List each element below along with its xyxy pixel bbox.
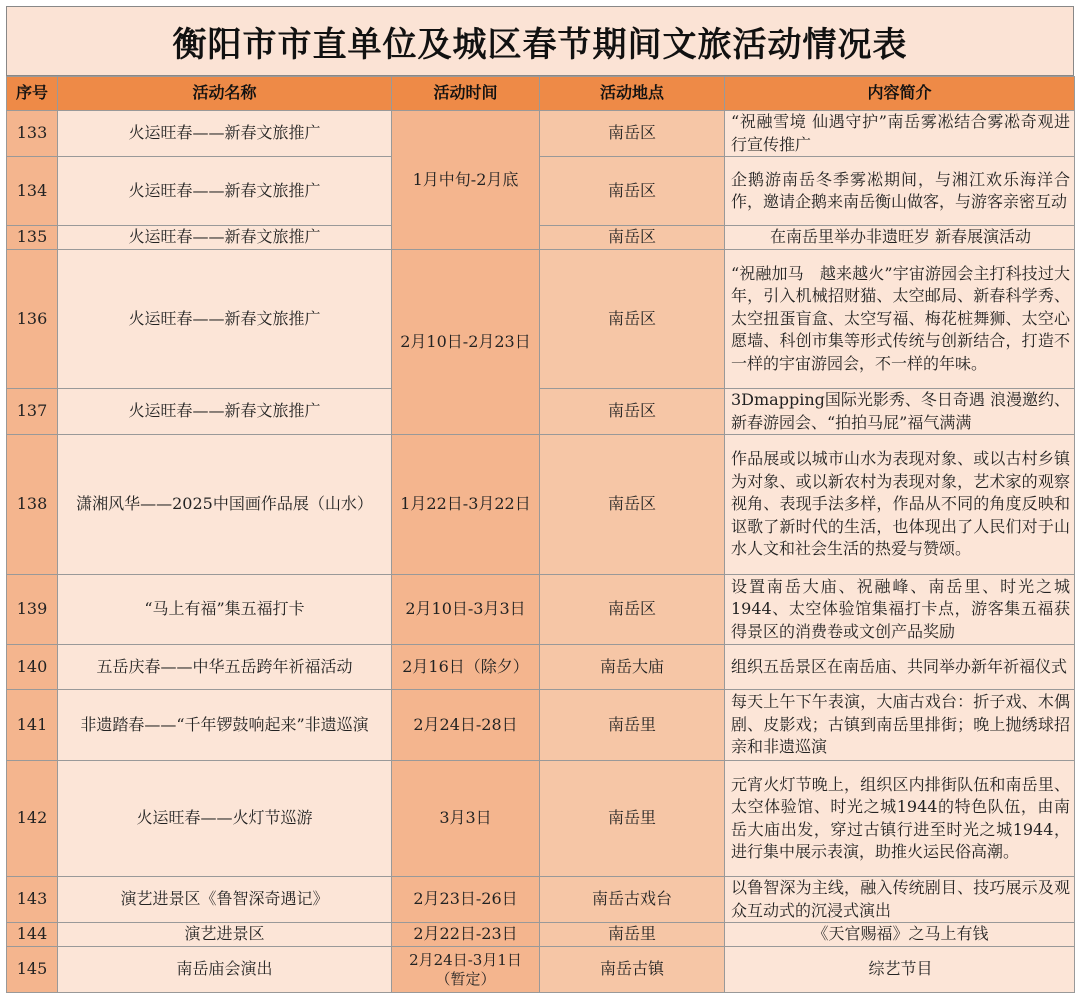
row-no: 138 (7, 435, 58, 575)
row-place: 南岳里 (540, 690, 725, 761)
header-row (7, 77, 1075, 111)
row-place: 南岳里 (540, 761, 725, 877)
table-row (7, 877, 1075, 923)
row-time: 1月22日-3月22日 (392, 435, 540, 575)
row-place: 南岳里 (540, 923, 725, 947)
row-time: 2月10日-2月23日 (392, 250, 540, 435)
row-name: 演艺进景区 (58, 923, 392, 947)
row-name: 火运旺春——新春文旅推广 (58, 111, 392, 157)
row-no: 137 (7, 389, 58, 435)
row-name: “马上有福”集五福打卡 (58, 575, 392, 645)
row-name: 南岳庙会演出 (58, 947, 392, 993)
row-no: 143 (7, 877, 58, 923)
row-name: 火运旺春——新春文旅推广 (58, 250, 392, 389)
row-place: 南岳大庙 (540, 645, 725, 690)
header-no: 序号 (7, 77, 58, 111)
row-place: 南岳古镇 (540, 947, 725, 993)
table-row (7, 111, 1075, 157)
row-time: 2月22日-23日 (392, 923, 540, 947)
row-desc: 每天上午下午表演，大庙古戏台：折子戏、木偶剧、皮影戏；古镇到南岳里排街；晚上抛绣球招亲和非遗巡演 (725, 690, 1075, 761)
row-no: 142 (7, 761, 58, 877)
header-time: 活动时间 (392, 77, 540, 111)
header-name: 活动名称 (58, 77, 392, 111)
table-title: 衡阳市市直单位及城区春节期间文旅活动情况表 (6, 6, 1074, 76)
row-name: 火运旺春——新春文旅推广 (58, 226, 392, 250)
row-desc: 设置南岳大庙、祝融峰、南岳里、时光之城1944、太空体验馆集福打卡点，游客集五福获得景区的消费卷或文创产品奖励 (725, 575, 1075, 645)
table-row (7, 645, 1075, 690)
table-row (7, 250, 1075, 389)
row-no: 140 (7, 645, 58, 690)
row-place: 南岳区 (540, 157, 725, 226)
row-desc: 3Dmapping国际光影秀、冬日奇遇 浪漫邀约、新春游园会、“拍拍马屁”福气满满 (725, 389, 1075, 435)
table-row (7, 690, 1075, 761)
table-row (7, 389, 1075, 435)
row-name: 火运旺春——新春文旅推广 (58, 157, 392, 226)
row-time: 2月16日（除夕） (392, 645, 540, 690)
row-time: 3月3日 (392, 761, 540, 877)
table-row (7, 226, 1075, 250)
row-name: 火运旺春——新春文旅推广 (58, 389, 392, 435)
row-time: 2月10日-3月3日 (392, 575, 540, 645)
row-time: 2月24日-28日 (392, 690, 540, 761)
row-time: 2月23日-26日 (392, 877, 540, 923)
table-row (7, 435, 1075, 575)
row-time: 2月24日-3月1日（暂定） (392, 947, 540, 993)
row-name: 火运旺春——火灯节巡游 (58, 761, 392, 877)
row-desc: 作品展或以城市山水为表现对象、或以古村乡镇为对象、或以新农村为表现对象，艺术家的观察视角、表现手法多样，作品从不同的角度反映和讴歌了新时代的生活，也体现出了人民们对于山水人文和社会生活的热爱与赞颂。 (725, 435, 1075, 575)
row-no: 144 (7, 923, 58, 947)
row-desc: 综艺节目 (725, 947, 1075, 993)
row-desc: “祝融加马 越来越火”宇宙游园会主打科技过大年，引入机械招财猫、太空邮局、新春科学秀、太空扭蛋盲盒、太空写福、梅花桩舞狮、太空心愿墙、科创市集等形式传统与创新结合，打造不一样的宇宙游园会，不一样的年味。 (725, 250, 1075, 389)
table-row (7, 761, 1075, 877)
row-desc: 元宵火灯节晚上，组织区内排街队伍和南岳里、太空体验馆、时光之城1944的特色队伍，由南岳大庙出发，穿过古镇行进至时光之城1944，进行集中展示表演，助推火运民俗高潮。 (725, 761, 1075, 877)
table-row (7, 923, 1075, 947)
activity-table (6, 76, 1075, 993)
row-name: 非遗踏春——“千年锣鼓响起来”非遗巡演 (58, 690, 392, 761)
row-no: 139 (7, 575, 58, 645)
row-name: 演艺进景区《鲁智深奇遇记》 (58, 877, 392, 923)
row-desc: 以鲁智深为主线，融入传统剧目、技巧展示及观众互动式的沉浸式演出 (725, 877, 1075, 923)
row-place: 南岳区 (540, 435, 725, 575)
row-time: 1月中旬-2月底 (392, 111, 540, 250)
table-row (7, 157, 1075, 226)
row-desc: 企鹅游南岳冬季雾凇期间，与湘江欢乐海洋合作，邀请企鹅来南岳衡山做客，与游客亲密互动 (725, 157, 1075, 226)
table-row (7, 575, 1075, 645)
activity-table-sheet (6, 6, 1074, 991)
row-no: 135 (7, 226, 58, 250)
row-desc: “祝融雪境 仙遇守护”南岳雾凇结合雾凇奇观进行宣传推广 (725, 111, 1075, 157)
row-place: 南岳区 (540, 226, 725, 250)
header-desc: 内容简介 (725, 77, 1075, 111)
row-place: 南岳区 (540, 575, 725, 645)
row-place: 南岳区 (540, 389, 725, 435)
header-place: 活动地点 (540, 77, 725, 111)
row-no: 145 (7, 947, 58, 993)
row-desc: 《天官赐福》之马上有钱 (725, 923, 1075, 947)
row-no: 133 (7, 111, 58, 157)
row-no: 134 (7, 157, 58, 226)
row-place: 南岳区 (540, 250, 725, 389)
row-place: 南岳区 (540, 111, 725, 157)
row-no: 136 (7, 250, 58, 389)
row-name: 潇湘风华——2025中国画作品展（山水） (58, 435, 392, 575)
table-row (7, 947, 1075, 993)
row-desc: 在南岳里举办非遗旺岁 新春展演活动 (725, 226, 1075, 250)
row-place: 南岳古戏台 (540, 877, 725, 923)
row-desc: 组织五岳景区在南岳庙、共同举办新年祈福仪式 (725, 645, 1075, 690)
row-name: 五岳庆春——中华五岳跨年祈福活动 (58, 645, 392, 690)
row-no: 141 (7, 690, 58, 761)
